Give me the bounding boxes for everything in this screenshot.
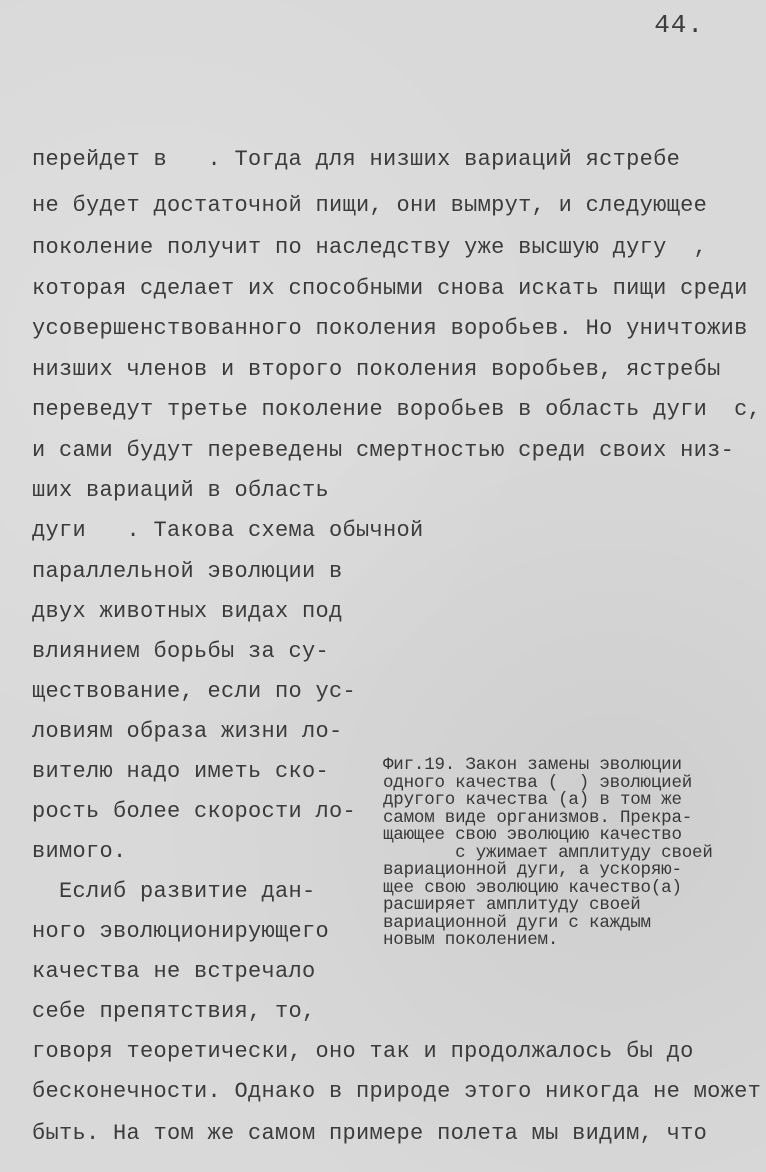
body-line: и сами будут переведены смертностью среди своих низ-	[32, 438, 735, 463]
caption-line: с ужимает амплитуду своей	[383, 842, 713, 863]
caption-line: расширяет амплитуду своей	[383, 895, 641, 915]
body-line: дуги . Такова схема обычной	[32, 518, 424, 543]
body-line: которая сделает их способными снова искать пищи среди	[32, 276, 748, 301]
caption-line: Фиг.19. Закон замены эволюции	[383, 755, 682, 775]
body-line: быть. На том же самом примере полета мы видим, что	[32, 1121, 708, 1146]
body-line: низших членов и второго поколения воробьев, ястребы	[32, 357, 721, 382]
body-line: ших вариаций в область	[32, 478, 330, 503]
body-line: ловиям образа жизни ло-	[32, 719, 343, 744]
body-line: бесконечности. Однако в природе этого никогда не может	[32, 1079, 762, 1104]
caption-line: другого качества (а) в том же	[383, 790, 682, 810]
page-number: 44.	[654, 10, 704, 40]
body-line: рость более скорости ло-	[32, 799, 357, 824]
caption-line: самом виде организмов. Прекра-	[383, 807, 693, 828]
body-line: переведут третье поколение воробьев в область дуги с,	[32, 397, 762, 422]
caption-line: новым поколением.	[383, 930, 559, 950]
body-line: усовершенствованного поколения воробьев. Но уничтожив	[32, 316, 748, 341]
body-line: параллельной эволюции в	[32, 559, 343, 584]
body-line: поколение получит по наследству уже высшую дугу ,	[32, 235, 708, 260]
caption-line: вариационной дуги с каждым	[383, 912, 651, 933]
body-line: качества не встречало	[32, 959, 316, 984]
body-line: Еслиб развитие дан-	[32, 879, 316, 904]
body-line: не будет достаточной пищи, они вымрут, и следующее	[32, 193, 708, 218]
body-line: говоря теоретически, оно так и продолжалось бы до	[32, 1039, 694, 1064]
body-line: ного эволюционирующего	[32, 919, 330, 944]
body-line: ществование, если по ус-	[32, 679, 357, 704]
body-line: влиянием борьбы за су-	[32, 639, 330, 664]
caption-line: щее свою эволюцию качество(а)	[383, 877, 682, 898]
body-line: себе препятствия, то,	[32, 999, 316, 1024]
caption-line: щающее свою эволюцию качество	[383, 825, 682, 845]
figure-caption	[383, 757, 763, 950]
caption-line: вариационной дуги, а ускоряю-	[383, 860, 682, 880]
body-line: вимого.	[32, 839, 127, 864]
body-line: перейдет в . Тогда для низших вариаций ястребе	[32, 147, 681, 172]
caption-line: одного качества ( ) эволюцией	[383, 772, 693, 793]
body-line: вителю надо иметь ско-	[32, 759, 330, 784]
body-line: двух животных видах под	[32, 599, 343, 624]
